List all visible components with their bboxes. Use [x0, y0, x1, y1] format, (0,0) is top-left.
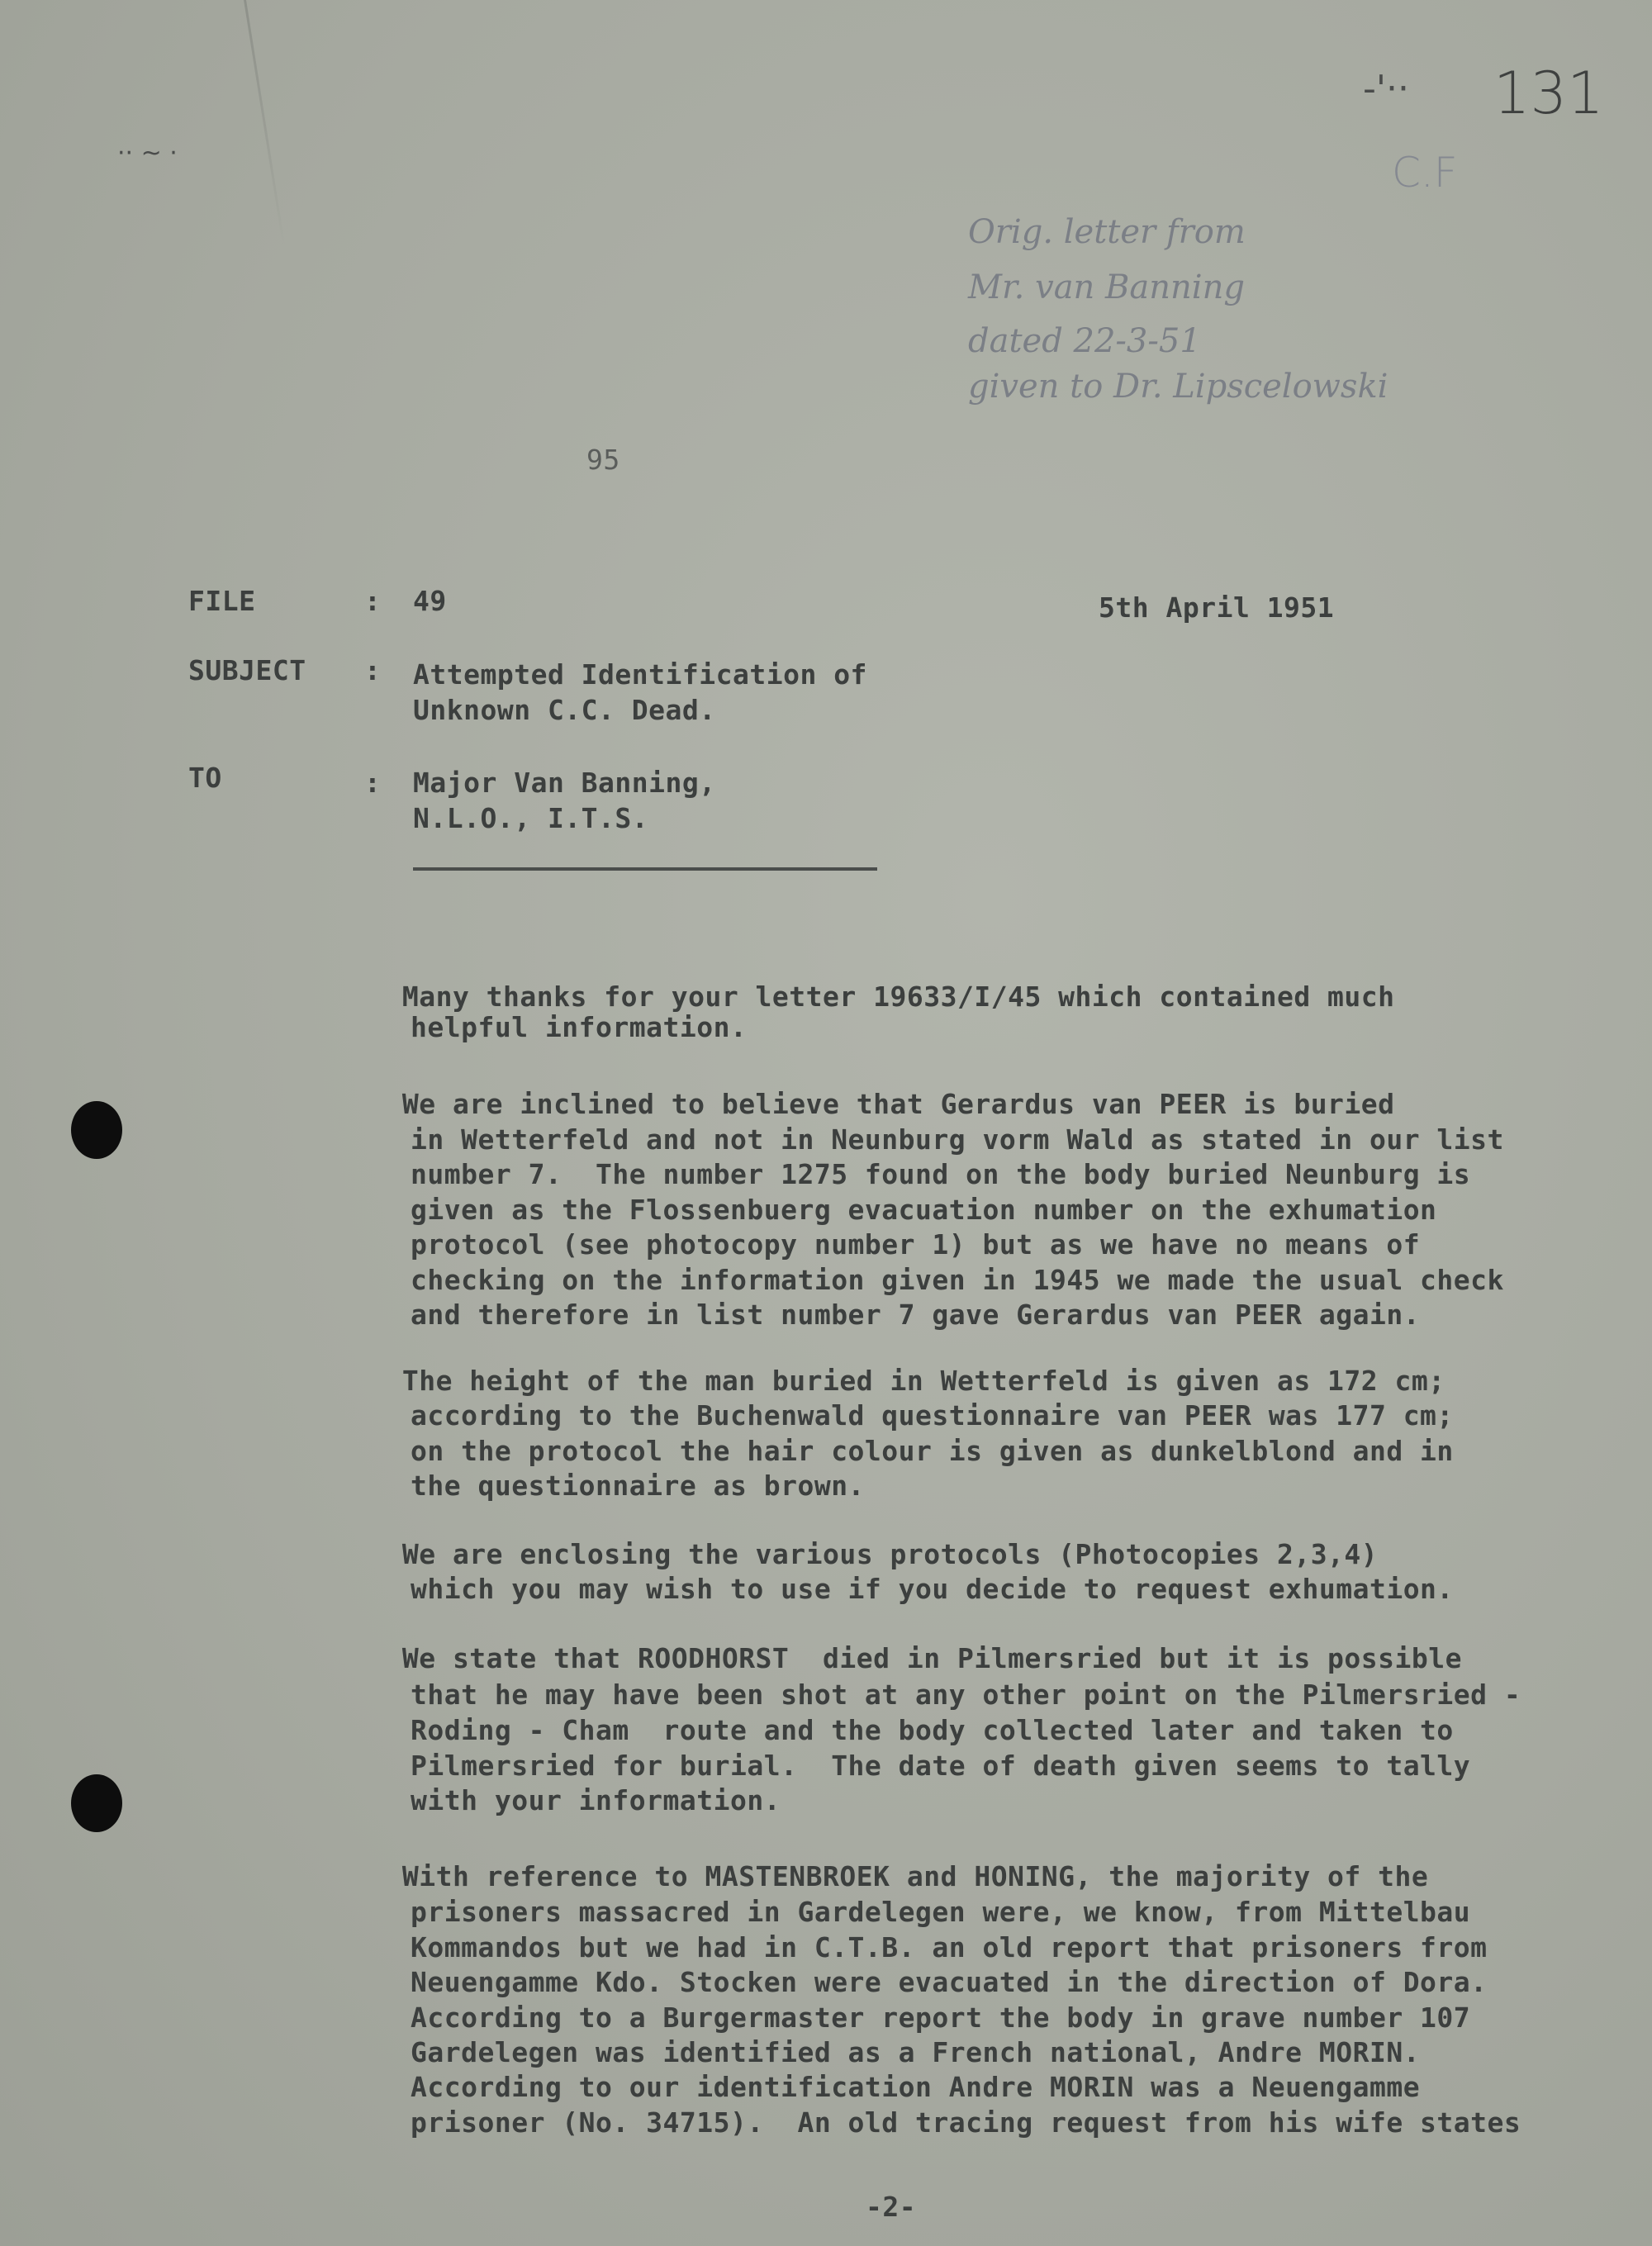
body-line: Neuengamme Kdo. Stocken were evacuated in the direction of Dora. [411, 1966, 1488, 1998]
letter-date: 5th April 1951 [1099, 591, 1335, 624]
subject-line: Unknown C.C. Dead. [413, 694, 716, 726]
body-line: Kommandos but we had in C.T.B. an old report that prisoners from [411, 1931, 1488, 1963]
body-line: We are enclosing the various protocols (Photocopies 2,3,4) [318, 1538, 1379, 1570]
body-line: on the protocol the hair colour is given as dunkelblond and in [411, 1435, 1454, 1467]
body-line: Gardelegen was identified as a French national, Andre MORIN. [411, 2036, 1421, 2068]
to-colon: : [364, 767, 382, 799]
body-line: and therefore in list number 7 gave Gerardus van PEER again. [411, 1299, 1421, 1331]
punch-hole-bottom [71, 1774, 122, 1832]
body-line: We state that ROODHORST died in Pilmersried but it is possible [318, 1642, 1463, 1674]
page-footer-number: -2- [866, 2191, 917, 2223]
body-line: protocol (see photocopy number 1) but as we have no means of [411, 1228, 1421, 1261]
header-divider [413, 867, 877, 871]
file-value: 49 [413, 585, 447, 617]
body-line: The height of the man buried in Wetterfeld is given as 172 cm; [318, 1365, 1446, 1397]
body-line: according to the Buchenwald questionnaire van PEER was 177 cm; [411, 1399, 1454, 1432]
file-colon: : [364, 585, 382, 617]
body-line: prisoner (No. 34715). An old tracing request from his wife states [411, 2106, 1521, 2139]
body-line: prisoners massacred in Gardelegen were, we know, from Mittelbau [411, 1896, 1471, 1928]
file-label: FILE [188, 585, 256, 617]
annotation-line: Orig. letter from [968, 213, 1246, 251]
body-line: the questionnaire as brown. [411, 1470, 865, 1502]
body-line: with your information. [411, 1784, 781, 1816]
page-number-top: 95 [586, 444, 620, 476]
subject-line: Attempted Identification of [413, 658, 867, 691]
subject-label: SUBJECT [188, 654, 306, 686]
to-line: N.L.O., I.T.S. [413, 802, 649, 834]
scribble-mark: ·· ~ · [117, 139, 178, 168]
body-line: in Wetterfeld and not in Neunburg vorm Wald as stated in our list [411, 1123, 1504, 1156]
body-line: number 7. The number 1275 found on the body buried Neunburg is [411, 1158, 1471, 1190]
subject-colon: : [364, 654, 382, 686]
body-line: that he may have been shot at any other point on the Pilmersried - [411, 1679, 1521, 1711]
paper-fold-line [244, 0, 285, 245]
body-line: We are inclined to believe that Gerardus van PEER is buried [318, 1088, 1395, 1120]
to-line: Major Van Banning, [413, 767, 716, 799]
annotation-line: dated 22-3-51 [968, 322, 1201, 360]
corner-initials: C.F [1392, 149, 1458, 197]
body-line: which you may wish to use if you decide to request exhumation. [411, 1573, 1454, 1605]
body-line: With reference to MASTENBROEK and HONING, the majority of the [318, 1860, 1429, 1892]
annotation-line: Mr. van Banning [968, 268, 1245, 306]
body-line: helpful information. [411, 1011, 748, 1043]
body-line: Many thanks for your letter 19633/I/45 which contained much [318, 981, 1395, 1013]
body-line: Roding - Cham route and the body collected later and taken to [411, 1714, 1454, 1746]
to-label: TO [188, 762, 222, 794]
punch-hole-top [71, 1101, 122, 1159]
body-line: Pilmersried for burial. The date of death given seems to tally [411, 1750, 1471, 1782]
archive-page-number: 131 [1493, 59, 1604, 127]
annotation-line: given to Dr. Lipscelowski [968, 368, 1389, 406]
body-line: According to our identification Andre MORIN was a Neuengamme [411, 2071, 1421, 2103]
body-line: checking on the information given in 1945 we made the usual check [411, 1264, 1504, 1296]
corner-mark: -'·· [1363, 68, 1409, 110]
body-line: According to a Burgermaster report the body in grave number 107 [411, 2001, 1471, 2034]
body-line: given as the Flossenbuerg evacuation number on the exhumation [411, 1194, 1437, 1226]
